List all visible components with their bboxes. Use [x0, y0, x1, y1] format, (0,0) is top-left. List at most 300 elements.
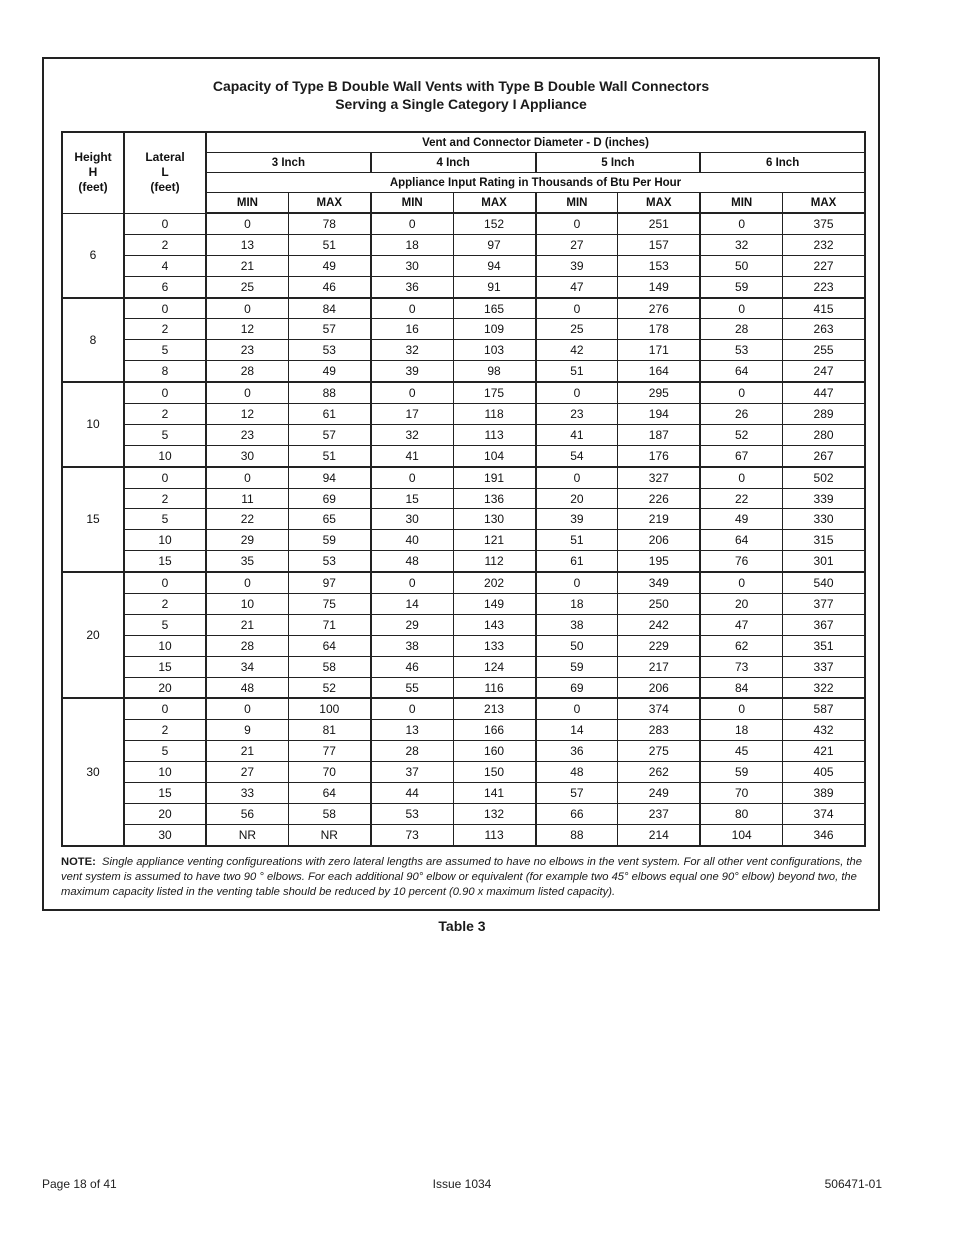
min-cell: 20 — [536, 488, 618, 509]
table-note — [61, 855, 864, 900]
max-cell: 374 — [783, 803, 865, 824]
height-cell: 8 — [62, 298, 124, 383]
diameter-3-inch: 3 Inch — [206, 153, 371, 173]
max-cell: 389 — [783, 783, 865, 804]
max-cell: 502 — [783, 467, 865, 488]
min-cell: 0 — [536, 382, 618, 403]
min-cell: 39 — [536, 509, 618, 530]
min-cell: 62 — [700, 635, 782, 656]
table-row — [62, 698, 865, 719]
min-cell: 35 — [206, 551, 288, 572]
lateral-cell: 4 — [124, 255, 206, 276]
max-cell: 247 — [783, 361, 865, 382]
min-cell: 0 — [700, 698, 782, 719]
table-row — [62, 488, 865, 509]
max-cell: 283 — [618, 720, 700, 741]
lateral-cell: 30 — [124, 824, 206, 845]
lateral-cell: 15 — [124, 783, 206, 804]
min-cell: 28 — [206, 635, 288, 656]
max-cell: 213 — [453, 698, 535, 719]
min-cell: 0 — [371, 572, 453, 593]
min-cell: 27 — [536, 234, 618, 255]
max-cell: 214 — [618, 824, 700, 845]
lateral-cell: 2 — [124, 720, 206, 741]
min-cell: 39 — [536, 255, 618, 276]
min-cell: 59 — [536, 656, 618, 677]
min-cell: 80 — [700, 803, 782, 824]
min-cell: 11 — [206, 488, 288, 509]
max-cell: 78 — [288, 213, 370, 234]
max-cell: 280 — [783, 424, 865, 445]
height-header — [62, 132, 124, 213]
max-cell: 206 — [618, 530, 700, 551]
table-row — [62, 276, 865, 297]
table-row — [62, 424, 865, 445]
min-cell: 48 — [371, 551, 453, 572]
max-cell: 337 — [783, 656, 865, 677]
min-cell: 13 — [206, 234, 288, 255]
note-text: Single appliance venting configureations with zero lateral lengths are assumed to have no elbows in the vent system. For all other vent configurations, the vent system is assumed to have two 90 ° elbows. For each additional 90° elbow or equivalent (for example two 45° elbows equal one 90° elbow) beyond two, the maximum capacity listed in the venting table should be reduced by 10 percent (0.90 x maximum listed capacity). — [61, 856, 862, 898]
min-header: MIN — [536, 193, 618, 214]
min-cell: 0 — [206, 698, 288, 719]
diameter-4-inch: 4 Inch — [371, 153, 536, 173]
max-cell: 175 — [453, 382, 535, 403]
min-cell: 41 — [371, 445, 453, 466]
max-cell: 98 — [453, 361, 535, 382]
max-cell: 227 — [783, 255, 865, 276]
min-header: MIN — [371, 193, 453, 214]
max-cell: 84 — [288, 298, 370, 319]
min-cell: 28 — [206, 361, 288, 382]
max-cell: 250 — [618, 594, 700, 615]
min-cell: 23 — [536, 404, 618, 425]
max-cell: 255 — [783, 340, 865, 361]
max-cell: 275 — [618, 741, 700, 762]
min-cell: 0 — [371, 298, 453, 319]
max-cell: 166 — [453, 720, 535, 741]
max-cell: 143 — [453, 614, 535, 635]
max-cell: 432 — [783, 720, 865, 741]
table-row — [62, 404, 865, 425]
min-cell: 39 — [371, 361, 453, 382]
diameter-header: Vent and Connector Diameter - D (inches) — [206, 132, 865, 153]
max-cell: 164 — [618, 361, 700, 382]
table-row — [62, 783, 865, 804]
lateral-cell: 0 — [124, 698, 206, 719]
lateral-cell: 10 — [124, 445, 206, 466]
max-cell: 97 — [453, 234, 535, 255]
min-cell: 26 — [700, 404, 782, 425]
min-cell: 0 — [536, 572, 618, 593]
min-cell: 0 — [371, 382, 453, 403]
min-cell: 0 — [536, 298, 618, 319]
max-cell: 374 — [618, 698, 700, 719]
min-cell: 48 — [206, 677, 288, 698]
note-label: NOTE: — [61, 856, 96, 868]
table-row — [62, 213, 865, 234]
max-cell: 165 — [453, 298, 535, 319]
max-cell: 49 — [288, 255, 370, 276]
min-cell: 44 — [371, 783, 453, 804]
min-cell: 36 — [371, 276, 453, 297]
min-cell: 22 — [700, 488, 782, 509]
min-cell: 41 — [536, 424, 618, 445]
min-cell: 57 — [536, 783, 618, 804]
lateral-cell: 2 — [124, 404, 206, 425]
max-cell: 133 — [453, 635, 535, 656]
min-cell: 18 — [536, 594, 618, 615]
lateral-cell: 0 — [124, 298, 206, 319]
min-cell: 104 — [700, 824, 782, 845]
lateral-cell: 2 — [124, 234, 206, 255]
min-cell: 29 — [371, 614, 453, 635]
max-cell: 150 — [453, 762, 535, 783]
max-cell: 351 — [783, 635, 865, 656]
max-cell: 219 — [618, 509, 700, 530]
min-cell: 32 — [700, 234, 782, 255]
table-title — [44, 77, 878, 113]
min-cell: 45 — [700, 741, 782, 762]
min-cell: 33 — [206, 783, 288, 804]
min-cell: 21 — [206, 255, 288, 276]
max-cell: 59 — [288, 530, 370, 551]
table-row — [62, 467, 865, 488]
max-cell: 53 — [288, 551, 370, 572]
max-cell: 194 — [618, 404, 700, 425]
max-cell: 263 — [783, 319, 865, 340]
table-title-line2: Serving a Single Category I Appliance — [335, 96, 587, 112]
max-cell: 109 — [453, 319, 535, 340]
lateral-cell: 0 — [124, 213, 206, 234]
table-row — [62, 551, 865, 572]
min-cell: 0 — [206, 382, 288, 403]
min-cell: 27 — [206, 762, 288, 783]
max-cell: 58 — [288, 656, 370, 677]
max-cell: 262 — [618, 762, 700, 783]
min-cell: 20 — [700, 594, 782, 615]
min-cell: 25 — [536, 319, 618, 340]
max-cell: 130 — [453, 509, 535, 530]
table-row — [62, 720, 865, 741]
max-cell: 51 — [288, 445, 370, 466]
min-cell: 49 — [700, 509, 782, 530]
lateral-cell: 2 — [124, 319, 206, 340]
max-cell: 415 — [783, 298, 865, 319]
max-cell: 301 — [783, 551, 865, 572]
table-row — [62, 340, 865, 361]
table-row — [62, 677, 865, 698]
min-cell: 88 — [536, 824, 618, 845]
max-cell: 94 — [288, 467, 370, 488]
table-row — [62, 298, 865, 319]
min-cell: 76 — [700, 551, 782, 572]
max-cell: 295 — [618, 382, 700, 403]
min-cell: 50 — [536, 635, 618, 656]
table-row — [62, 319, 865, 340]
table-row — [62, 741, 865, 762]
min-cell: 10 — [206, 594, 288, 615]
max-cell: 229 — [618, 635, 700, 656]
min-cell: 55 — [371, 677, 453, 698]
min-cell: 59 — [700, 762, 782, 783]
table-row — [62, 656, 865, 677]
max-cell: 327 — [618, 467, 700, 488]
min-cell: 25 — [206, 276, 288, 297]
max-cell: 217 — [618, 656, 700, 677]
min-cell: 0 — [700, 572, 782, 593]
min-cell: 9 — [206, 720, 288, 741]
max-cell: 51 — [288, 234, 370, 255]
min-cell: 21 — [206, 741, 288, 762]
min-cell: NR — [206, 824, 288, 845]
document-number: 506471-01 — [824, 1177, 882, 1191]
max-cell: 132 — [453, 803, 535, 824]
max-cell: 251 — [618, 213, 700, 234]
min-cell: 28 — [700, 319, 782, 340]
max-cell: 65 — [288, 509, 370, 530]
max-cell: 346 — [783, 824, 865, 845]
table-row — [62, 762, 865, 783]
max-cell: 267 — [783, 445, 865, 466]
min-cell: 14 — [371, 594, 453, 615]
min-cell: 69 — [536, 677, 618, 698]
max-cell: 322 — [783, 677, 865, 698]
lateral-cell: 5 — [124, 614, 206, 635]
height-cell: 30 — [62, 698, 124, 845]
lateral-cell: 15 — [124, 656, 206, 677]
min-cell: 0 — [536, 213, 618, 234]
min-cell: 46 — [371, 656, 453, 677]
table-row — [62, 445, 865, 466]
height-header-line2: H — [88, 165, 98, 180]
max-cell: 69 — [288, 488, 370, 509]
max-cell: 77 — [288, 741, 370, 762]
max-cell: 223 — [783, 276, 865, 297]
min-cell: 70 — [700, 783, 782, 804]
table-row — [62, 572, 865, 593]
max-cell: 118 — [453, 404, 535, 425]
min-cell: 47 — [536, 276, 618, 297]
max-cell: 160 — [453, 741, 535, 762]
min-cell: 66 — [536, 803, 618, 824]
max-cell: 57 — [288, 424, 370, 445]
min-cell: 51 — [536, 361, 618, 382]
min-cell: 22 — [206, 509, 288, 530]
max-cell: 206 — [618, 677, 700, 698]
issue-number: Issue 1034 — [432, 1177, 492, 1191]
max-cell: 49 — [288, 361, 370, 382]
lateral-cell: 2 — [124, 594, 206, 615]
lateral-cell: 5 — [124, 741, 206, 762]
min-cell: 17 — [371, 404, 453, 425]
lateral-cell: 0 — [124, 382, 206, 403]
table-caption: Table 3 — [438, 918, 486, 934]
max-cell: 61 — [288, 404, 370, 425]
min-cell: 40 — [371, 530, 453, 551]
height-cell: 15 — [62, 467, 124, 572]
min-cell: 32 — [371, 340, 453, 361]
page-number: Page 18 of 41 — [42, 1177, 117, 1191]
min-cell: 29 — [206, 530, 288, 551]
max-header: MAX — [288, 193, 370, 214]
table-row — [62, 594, 865, 615]
min-header: MIN — [206, 193, 288, 214]
min-cell: 64 — [700, 530, 782, 551]
min-cell: 18 — [700, 720, 782, 741]
max-cell: 91 — [453, 276, 535, 297]
max-cell: 330 — [783, 509, 865, 530]
min-cell: 0 — [700, 298, 782, 319]
min-cell: 34 — [206, 656, 288, 677]
table-row — [62, 635, 865, 656]
max-cell: 70 — [288, 762, 370, 783]
lateral-cell: 20 — [124, 803, 206, 824]
max-cell: 315 — [783, 530, 865, 551]
min-cell: 38 — [371, 635, 453, 656]
diameter-5-inch: 5 Inch — [536, 153, 701, 173]
max-cell: 113 — [453, 424, 535, 445]
lateral-cell: 0 — [124, 467, 206, 488]
max-cell: 176 — [618, 445, 700, 466]
table-row — [62, 255, 865, 276]
lateral-cell: 20 — [124, 677, 206, 698]
lateral-cell: 0 — [124, 572, 206, 593]
min-cell: 0 — [206, 213, 288, 234]
max-cell: 121 — [453, 530, 535, 551]
lateral-cell: 10 — [124, 635, 206, 656]
min-cell: 15 — [371, 488, 453, 509]
max-cell: 52 — [288, 677, 370, 698]
max-cell: 112 — [453, 551, 535, 572]
min-cell: 50 — [700, 255, 782, 276]
min-cell: 53 — [371, 803, 453, 824]
max-cell: 195 — [618, 551, 700, 572]
min-cell: 0 — [206, 467, 288, 488]
max-cell: 100 — [288, 698, 370, 719]
max-cell: 116 — [453, 677, 535, 698]
lateral-cell: 5 — [124, 509, 206, 530]
min-cell: 32 — [371, 424, 453, 445]
min-cell: 14 — [536, 720, 618, 741]
max-cell: 149 — [618, 276, 700, 297]
lateral-header-line3: (feet) — [150, 180, 180, 195]
lateral-cell: 6 — [124, 276, 206, 297]
max-cell: 178 — [618, 319, 700, 340]
table-row — [62, 361, 865, 382]
max-cell: 113 — [453, 824, 535, 845]
min-cell: 18 — [371, 234, 453, 255]
max-cell: 339 — [783, 488, 865, 509]
min-cell: 0 — [536, 467, 618, 488]
max-cell: 141 — [453, 783, 535, 804]
min-cell: 67 — [700, 445, 782, 466]
min-cell: 0 — [536, 698, 618, 719]
min-cell: 23 — [206, 424, 288, 445]
min-cell: 0 — [371, 213, 453, 234]
height-header-line1: Height — [74, 150, 112, 165]
max-header: MAX — [783, 193, 865, 214]
min-cell: 52 — [700, 424, 782, 445]
table-row — [62, 234, 865, 255]
min-cell: 30 — [206, 445, 288, 466]
max-cell: 57 — [288, 319, 370, 340]
height-cell: 10 — [62, 382, 124, 467]
max-cell: 153 — [618, 255, 700, 276]
max-cell: 81 — [288, 720, 370, 741]
max-cell: 587 — [783, 698, 865, 719]
lateral-cell: 10 — [124, 762, 206, 783]
max-header: MAX — [618, 193, 700, 214]
height-cell: 6 — [62, 213, 124, 298]
max-cell: 375 — [783, 213, 865, 234]
table-row — [62, 509, 865, 530]
max-cell: 71 — [288, 614, 370, 635]
min-cell: 28 — [371, 741, 453, 762]
lateral-header-line1: Lateral — [145, 150, 185, 165]
max-cell: 237 — [618, 803, 700, 824]
min-cell: 61 — [536, 551, 618, 572]
max-cell: 367 — [783, 614, 865, 635]
min-cell: 30 — [371, 255, 453, 276]
diameter-6-inch: 6 Inch — [700, 153, 865, 173]
max-cell: 289 — [783, 404, 865, 425]
min-cell: 13 — [371, 720, 453, 741]
min-cell: 51 — [536, 530, 618, 551]
min-cell: 23 — [206, 340, 288, 361]
min-cell: 59 — [700, 276, 782, 297]
lateral-header — [124, 132, 206, 213]
max-cell: 226 — [618, 488, 700, 509]
lateral-cell: 2 — [124, 488, 206, 509]
max-cell: 405 — [783, 762, 865, 783]
min-cell: 21 — [206, 614, 288, 635]
max-cell: 447 — [783, 382, 865, 403]
max-header: MAX — [453, 193, 535, 214]
min-cell: 0 — [371, 467, 453, 488]
min-cell: 12 — [206, 404, 288, 425]
lateral-cell: 10 — [124, 530, 206, 551]
min-cell: 54 — [536, 445, 618, 466]
max-cell: 202 — [453, 572, 535, 593]
min-cell: 38 — [536, 614, 618, 635]
max-cell: 124 — [453, 656, 535, 677]
max-cell: 75 — [288, 594, 370, 615]
height-cell: 20 — [62, 572, 124, 698]
table-frame — [42, 57, 880, 911]
max-cell: 242 — [618, 614, 700, 635]
max-cell: 152 — [453, 213, 535, 234]
min-header: MIN — [700, 193, 782, 214]
min-cell: 53 — [700, 340, 782, 361]
max-cell: 276 — [618, 298, 700, 319]
min-cell: 64 — [700, 361, 782, 382]
max-cell: 94 — [453, 255, 535, 276]
max-cell: NR — [288, 824, 370, 845]
min-cell: 0 — [700, 467, 782, 488]
min-cell: 56 — [206, 803, 288, 824]
lateral-cell: 5 — [124, 340, 206, 361]
max-cell: 421 — [783, 741, 865, 762]
max-cell: 249 — [618, 783, 700, 804]
max-cell: 171 — [618, 340, 700, 361]
min-cell: 47 — [700, 614, 782, 635]
max-cell: 46 — [288, 276, 370, 297]
min-cell: 16 — [371, 319, 453, 340]
rating-header: Appliance Input Rating in Thousands of Btu Per Hour — [206, 173, 865, 193]
max-cell: 103 — [453, 340, 535, 361]
min-cell: 0 — [206, 572, 288, 593]
lateral-cell: 8 — [124, 361, 206, 382]
